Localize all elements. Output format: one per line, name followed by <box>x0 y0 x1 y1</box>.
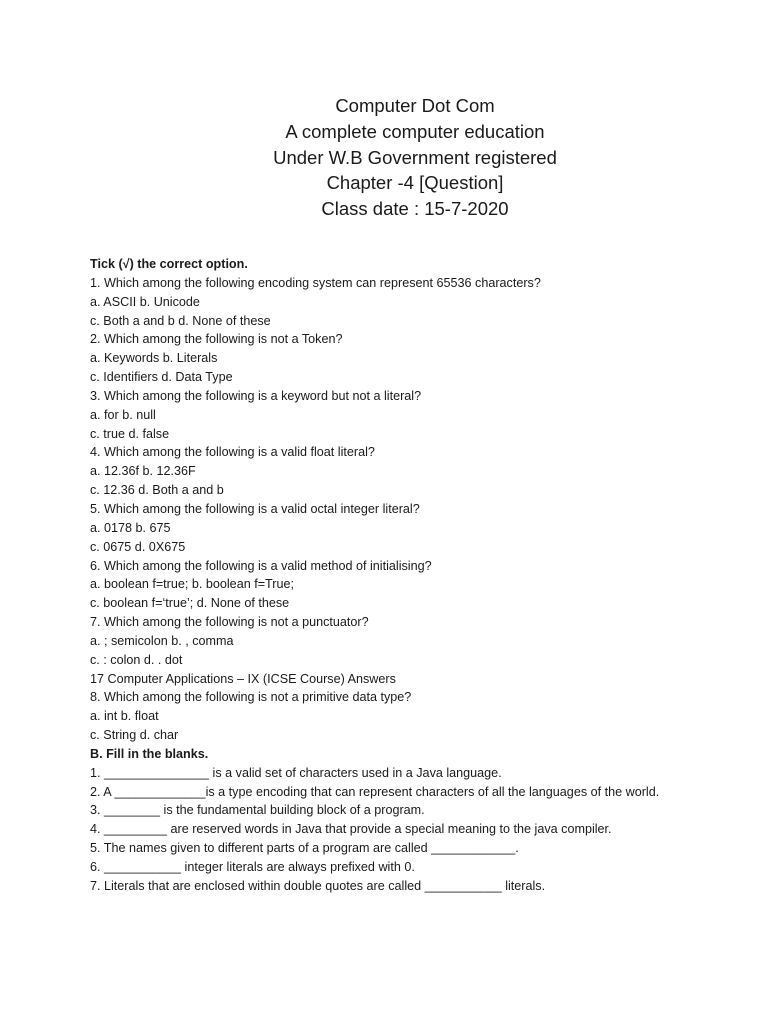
text-line: 2. Which among the following is not a Token? <box>90 332 343 347</box>
text-line: c. 0675 d. 0X675 <box>90 539 186 554</box>
text-line: 7. Literals that are enclosed within double quotes are called ___________ literals. <box>90 878 546 893</box>
text-line: c. Identifiers d. Data Type <box>90 370 233 385</box>
text-line: 17 Computer Applications – IX (ICSE Course) Answers <box>90 671 396 686</box>
text-line: 1. _______________ is a valid set of characters used in a Java language. <box>90 765 502 780</box>
text-line: 3. ________ is the fundamental building block of a program. <box>90 803 425 818</box>
section-heading: Tick (√) the correct option. <box>90 257 248 271</box>
text-line: a. 0178 b. 675 <box>90 520 171 535</box>
text-line: 5. Which among the following is a valid octal integer literal? <box>90 501 420 516</box>
text-line: 3. Which among the following is a keyword but not a literal? <box>90 388 422 403</box>
text-line: 7. Which among the following is not a punctuator? <box>90 615 369 630</box>
text-line: c. Both a and b d. None of these <box>90 313 271 328</box>
text-line: 6. Which among the following is a valid method of initialising? <box>90 558 432 573</box>
header-line: Chapter -4 [Question] <box>326 172 504 194</box>
header-line: Class date : 15-7-2020 <box>321 198 509 220</box>
text-line: a. Keywords b. Literals <box>90 351 218 366</box>
header-line: Under W.B Government registered <box>273 146 557 168</box>
text-line: c. : colon d. . dot <box>90 652 183 667</box>
text-line: 6. ___________ integer literals are always prefixed with 0. <box>90 860 415 874</box>
text-line: a. ; semicolon b. , comma <box>90 633 234 648</box>
text-line: a. ASCII b. Unicode <box>90 294 200 309</box>
text-line: 4. Which among the following is a valid float literal? <box>90 445 375 460</box>
text-line: c. boolean f=‘true’; d. None of these <box>90 596 290 611</box>
header-line: A complete computer education <box>285 120 545 142</box>
section-heading: B. Fill in the blanks. <box>90 746 209 761</box>
text-line: 8. Which among the following is not a primitive data type? <box>90 690 412 705</box>
text-line: c. true d. false <box>90 426 170 441</box>
text-line: c. String d. char <box>90 728 179 743</box>
text-line: 5. The names given to different parts of a program are called ____________. <box>90 841 519 856</box>
document-header <box>0 93 768 222</box>
text-line: 4. _________ are reserved words in Java that provide a special meaning to the java compiler. <box>90 822 612 837</box>
text-line: 2. A _____________is a type encoding that can represent characters of all the languages of the world. <box>90 784 660 799</box>
text-line: a. int b. float <box>90 709 159 724</box>
text-line: a. 12.36f b. 12.36F <box>90 464 196 479</box>
text-line: a. for b. null <box>90 407 156 422</box>
text-line: c. 12.36 d. Both a and b <box>90 483 224 498</box>
document-body <box>90 255 750 896</box>
text-line: 1. Which among the following encoding system can represent 65536 characters? <box>90 275 541 290</box>
header-line: Computer Dot Com <box>335 95 495 116</box>
text-line: a. boolean f=true; b. boolean f=True; <box>90 577 294 592</box>
